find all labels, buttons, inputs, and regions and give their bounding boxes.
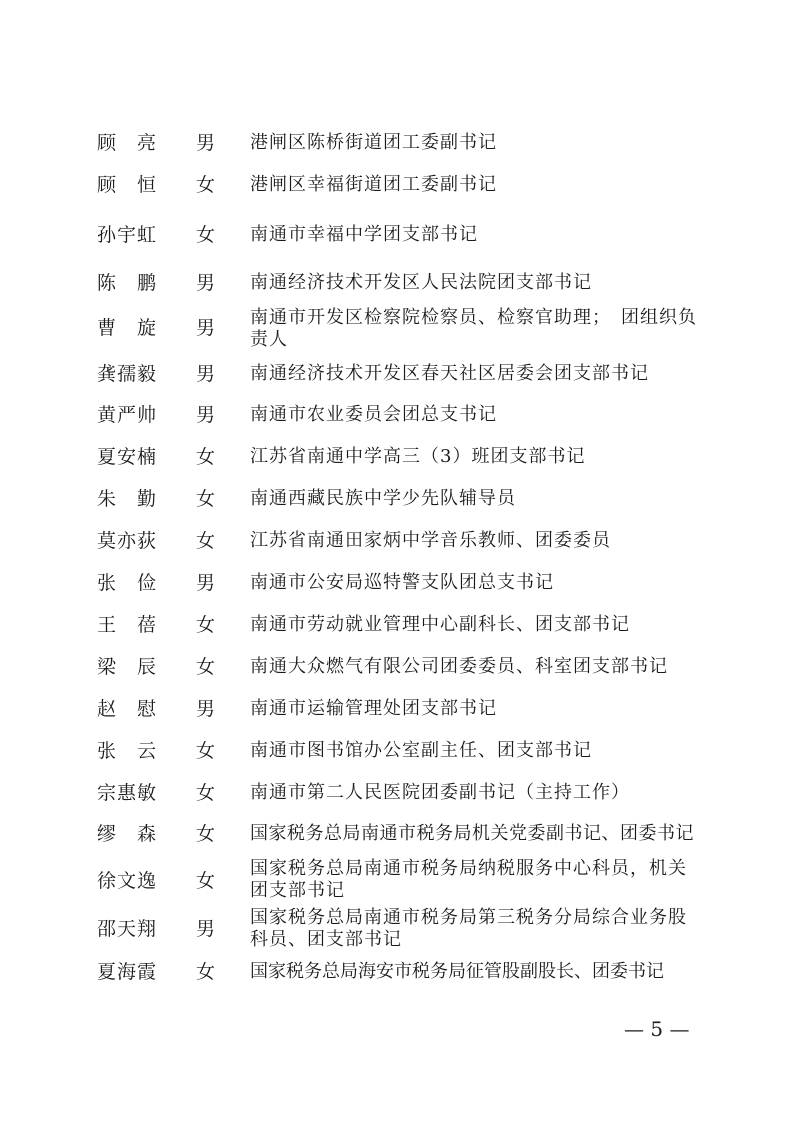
person-role: 国家税务总局南通市税务局纳税服务中心科员，机关团支部书记 [250,858,687,901]
person-role: 南通市第二人民医院团委副书记（主持工作） [250,782,630,803]
person-gender: 女 [196,870,216,892]
person-gender: 女 [196,823,216,845]
person-gender: 女 [196,782,216,804]
person-role: 港闸区陈桥街道团工委副书记 [250,132,497,153]
person-name: 孙宇虹 [97,224,158,246]
person-name: 梁 辰 [97,656,158,678]
person-role: 南通大众燃气有限公司团委委员、科室团支部书记 [250,656,668,677]
person-gender: 女 [196,961,216,983]
person-gender: 女 [196,656,216,678]
person-gender: 男 [196,272,216,294]
person-name: 朱 勤 [97,488,158,510]
person-role: 江苏省南通田家炳中学音乐教师、团委委员 [250,530,611,551]
person-role: 南通经济技术开发区春天社区居委会团支部书记 [250,363,649,384]
person-name: 顾 亮 [97,132,158,154]
person-name: 宗惠敏 [97,782,158,804]
person-gender: 男 [196,918,216,940]
person-role: 国家税务总局海安市税务局征管股副股长、团委书记 [250,961,664,982]
person-role: 南通市运输管理处团支部书记 [250,698,497,719]
person-name: 徐文逸 [97,870,158,892]
person-gender: 男 [196,404,216,426]
person-name: 龚孺毅 [97,363,158,385]
person-gender: 男 [196,698,216,720]
person-role: 南通市公安局巡特警支队团总支书记 [250,572,554,593]
person-name: 夏海霞 [97,961,158,983]
person-role: 江苏省南通中学高三（3）班团支部书记 [250,446,586,467]
person-name: 缪 森 [97,823,158,845]
person-name: 赵 慰 [97,698,158,720]
person-gender: 女 [196,740,216,762]
person-gender: 女 [196,224,216,246]
person-gender: 男 [196,363,216,385]
person-name: 顾 恒 [97,174,158,196]
person-name: 陈 鹏 [97,272,158,294]
person-role: 港闸区幸福街道团工委副书记 [250,174,497,195]
person-gender: 男 [196,317,216,339]
person-role: 南通西藏民族中学少先队辅导员 [250,488,516,509]
person-name: 王 蓓 [97,614,158,636]
person-name: 莫亦荻 [97,530,158,552]
person-name: 邵天翔 [97,918,158,940]
person-gender: 女 [196,614,216,636]
person-name: 张 俭 [97,572,158,594]
person-name: 曹 旋 [97,317,158,339]
person-role: 国家税务总局南通市税务局机关党委副书记、团委书记 [250,823,694,844]
person-role: 南通经济技术开发区人民法院团支部书记 [250,272,592,293]
person-gender: 女 [196,174,216,196]
person-gender: 男 [196,572,216,594]
page-number: — 5 — [624,1017,690,1041]
person-role: 国家税务总局南通市税务局第三税务分局综合业务股 科员、团支部书记 [250,907,687,950]
person-name: 张 云 [97,740,158,762]
person-gender: 女 [196,488,216,510]
person-name: 黄严帅 [97,404,158,426]
person-role: 南通市幸福中学团支部书记 [250,224,478,245]
person-role: 南通市开发区检察院检察员、检察官助理； 团组织负责人 [250,307,697,350]
person-role: 南通市图书馆办公室副主任、团支部书记 [250,740,592,761]
person-gender: 男 [196,132,216,154]
person-role: 南通市农业委员会团总支书记 [250,404,497,425]
person-gender: 女 [196,530,216,552]
person-role: 南通市劳动就业管理中心副科长、团支部书记 [250,614,630,635]
person-gender: 女 [196,446,216,468]
person-name: 夏安楠 [97,446,158,468]
